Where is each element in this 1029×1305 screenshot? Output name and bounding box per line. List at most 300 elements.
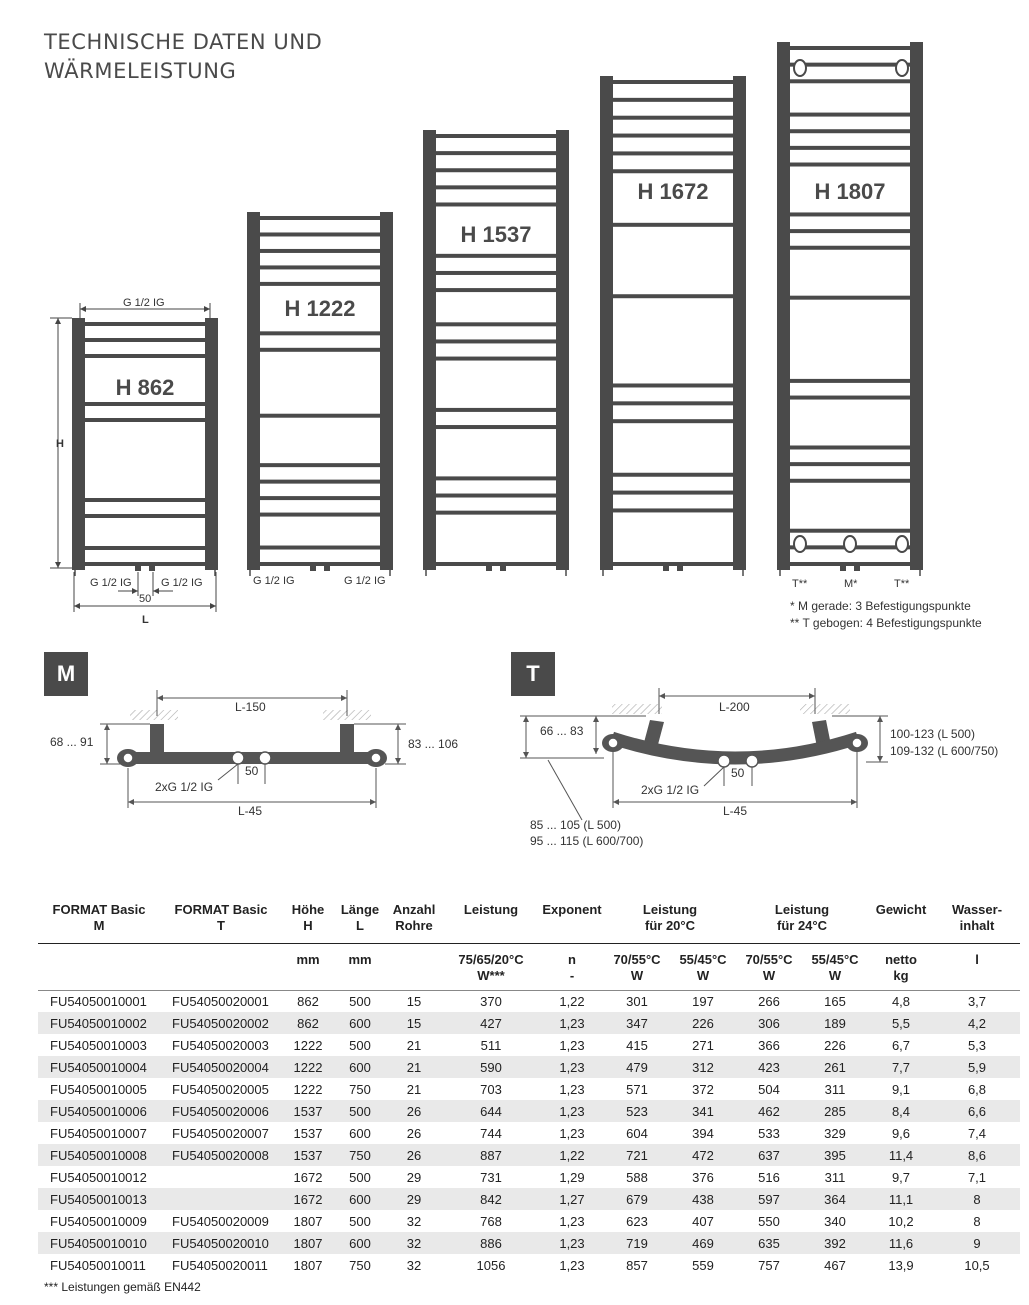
radiator-tube (790, 396, 910, 400)
technical-data-table (38, 898, 1020, 1276)
radiator-tube (790, 146, 910, 150)
unit-height: mm (282, 943, 334, 990)
table-cell: 469 (670, 1232, 736, 1254)
fixing-point (896, 60, 908, 76)
table-cell: 32 (406, 1257, 422, 1273)
table-cell: 329 (824, 1125, 846, 1141)
table-row (38, 1122, 1020, 1144)
table-cell: 370 (480, 993, 502, 1009)
radiator-tube (260, 348, 380, 352)
table-cell: FU54050020011 (172, 1257, 268, 1273)
table-cell: FU54050010010 (38, 1232, 160, 1254)
radiator-right-post (380, 212, 393, 570)
radiator-h1537 (423, 130, 569, 576)
radiator-connection (663, 566, 669, 571)
table-cell: 1,23 (559, 1081, 585, 1097)
radiator-tube (436, 408, 556, 412)
table-cell: 644 (442, 1100, 540, 1122)
table-cell: 533 (758, 1125, 780, 1141)
t-right-label: T** (894, 578, 910, 590)
table-cell: 306 (736, 1012, 802, 1034)
table-cell: FU54050010007 (50, 1125, 147, 1141)
radiator-tube (436, 322, 556, 326)
table-cell: 1222 (293, 1081, 323, 1097)
fixing-point (794, 536, 806, 552)
table-cell: 1222 (293, 1037, 323, 1053)
radiator-tube (613, 116, 733, 120)
table-cell: 857 (626, 1257, 648, 1273)
table-cell: 395 (802, 1144, 868, 1166)
table-row (38, 1232, 1020, 1254)
table-cell: 1,23 (559, 1125, 585, 1141)
table-cell: FU54050010013 (38, 1188, 160, 1210)
table-cell: 500 (349, 1169, 371, 1185)
table-cell: FU54050020008 (160, 1144, 282, 1166)
table-cell: 1,29 (559, 1169, 585, 1185)
table-cell: 523 (604, 1100, 670, 1122)
radiator-tube (613, 98, 733, 102)
t-bottom-dimension: L-45 (723, 804, 748, 818)
radiator-tube (436, 562, 556, 566)
radiator-tube (790, 129, 910, 133)
radiator-tube (790, 479, 910, 483)
m-mid-label: M* (844, 578, 858, 590)
table-cell: 635 (736, 1232, 802, 1254)
table-cell: 504 (758, 1081, 780, 1097)
table-cell: 1,23 (559, 1037, 585, 1053)
radiator-tube (436, 357, 556, 361)
table-cell: 21 (406, 1081, 422, 1097)
radiator-tube (613, 491, 733, 495)
m-spacing-dimension: 50 (245, 764, 259, 778)
unit-20-7055: 70/55°C W (604, 943, 670, 990)
radiator-h1222 (247, 212, 393, 576)
table-cell: FU54050010003 (50, 1037, 147, 1053)
radiator-h1672 (600, 76, 746, 576)
table-cell: FU54050020009 (172, 1213, 269, 1229)
header-format-t: FORMAT Basic T (160, 898, 282, 943)
radiator-tube (85, 562, 205, 566)
table-cell: 366 (758, 1037, 780, 1053)
table-cell: 467 (824, 1257, 846, 1273)
radiator-tube (260, 232, 380, 236)
connection-spacing-label: 50 (139, 593, 152, 605)
radiator-tube (85, 514, 205, 518)
table-cell: 550 (758, 1213, 780, 1229)
t-right-dimension-1: 100-123 (L 500) (890, 727, 975, 741)
bottom-left-connection-label: G 1/2 IG (90, 577, 132, 589)
table-header-row (38, 898, 1020, 943)
radiator-connection (500, 566, 506, 571)
header-height: Höhe H (282, 898, 334, 943)
table-cell: 511 (480, 1037, 502, 1053)
radiator-h862 (72, 318, 218, 576)
table-cell: 261 (802, 1056, 868, 1078)
table-cell: FU54050020003 (172, 1037, 269, 1053)
table-cell: 6,8 (967, 1081, 987, 1097)
radiator-tube (436, 168, 556, 172)
m-left-dimension: 68 ... 91 (50, 735, 94, 749)
radiator-height-label: H 1807 (814, 179, 886, 204)
table-cell: 423 (736, 1056, 802, 1078)
radiator-tube (85, 402, 205, 406)
radiator-tube (85, 546, 205, 550)
table-cell: 571 (626, 1081, 648, 1097)
m-top-dimension: L-150 (235, 700, 266, 714)
radiator-tube (790, 229, 910, 233)
t-spacing-dimension: 50 (731, 766, 745, 780)
radiator-height-label: H 1672 (637, 179, 709, 204)
radiator-height-label: H 862 (115, 375, 175, 400)
table-cell: 415 (626, 1037, 648, 1053)
table-cell (160, 1188, 282, 1210)
table-cell: 21 (386, 1056, 442, 1078)
table-cell: 394 (692, 1125, 714, 1141)
radiator-tube (85, 338, 205, 342)
table-row (38, 1210, 1020, 1232)
top-connection-label: G 1/2 IG (123, 297, 165, 309)
table-cell: 26 (386, 1144, 442, 1166)
radiator-tube (436, 202, 556, 206)
table-cell: 165 (824, 993, 846, 1009)
table-cell: FU54050020002 (160, 1012, 282, 1034)
table-cell: 8 (973, 1213, 981, 1229)
table-cell: FU54050020005 (172, 1081, 269, 1097)
radiator-tube (790, 212, 910, 216)
table-cell: 1,22 (540, 1144, 604, 1166)
radiator-tube (790, 113, 910, 117)
mounting-t-diagram (520, 688, 998, 848)
table-cell: 500 (334, 1100, 386, 1122)
table-cell: 862 (297, 993, 319, 1009)
table-cell: 768 (480, 1213, 502, 1229)
table-cell: FU54050010009 (50, 1213, 147, 1229)
radiator-left-post (247, 212, 260, 570)
radiator-connection (677, 566, 683, 571)
radiator-tube (260, 546, 380, 550)
table-cell: 500 (349, 1037, 371, 1053)
table-cell: 341 (670, 1100, 736, 1122)
unit-exponent: n - (540, 943, 604, 990)
table-cell: 1,23 (540, 1056, 604, 1078)
table-cell: 11,6 (868, 1232, 934, 1254)
table-cell: 731 (480, 1169, 502, 1185)
table-cell: 757 (758, 1257, 780, 1273)
table-cell: 4,8 (891, 993, 911, 1009)
table-cell: 312 (670, 1056, 736, 1078)
table-cell: 887 (442, 1144, 540, 1166)
table-cell: 376 (692, 1169, 714, 1185)
radiator-tube (613, 80, 733, 84)
table-cell: 29 (406, 1169, 422, 1185)
radiator-tube (613, 419, 733, 423)
table-cell: 15 (386, 1012, 442, 1034)
table-cell: 719 (604, 1232, 670, 1254)
table-cell: 3,7 (967, 993, 987, 1009)
radiator-tube (260, 216, 380, 220)
table-cell: 721 (604, 1144, 670, 1166)
t-right-dimension-2: 109-132 (L 600/750) (890, 744, 999, 758)
table-row (38, 990, 1020, 1012)
table-cell: 590 (442, 1056, 540, 1078)
table-cell: 311 (824, 1169, 846, 1185)
table-cell: 8,6 (934, 1144, 1020, 1166)
table-cell: FU54050020007 (172, 1125, 269, 1141)
table-cell: 285 (802, 1100, 868, 1122)
table-cell: 29 (386, 1188, 442, 1210)
radiator-tube (436, 425, 556, 429)
radiator-tube (260, 513, 380, 517)
table-cell: 6,7 (891, 1037, 911, 1053)
length-label: L (142, 614, 149, 626)
radiator-height-label: H 1537 (460, 222, 532, 247)
table-cell: 21 (406, 1037, 422, 1053)
radiator-right-post (910, 42, 923, 570)
table-cell: 744 (480, 1125, 502, 1141)
table-cell: 11,1 (868, 1188, 934, 1210)
unit-weight: netto kg (868, 943, 934, 990)
fix-note-t: ** T gebogen: 4 Befestigungspunkte (790, 616, 982, 630)
table-cell: 597 (736, 1188, 802, 1210)
table-cell: 364 (802, 1188, 868, 1210)
header-exponent: Exponent (540, 898, 604, 943)
radiator-tube (260, 496, 380, 500)
radiator-tube (790, 296, 910, 300)
radiator-tube (260, 562, 380, 566)
fixing-point (896, 536, 908, 552)
radiator-tube (260, 463, 380, 467)
radiator-tube (436, 271, 556, 275)
table-cell: 1537 (282, 1100, 334, 1122)
radiator-left-post (72, 318, 85, 570)
table-cell: FU54050010002 (38, 1012, 160, 1034)
table-cell: 1,23 (559, 1257, 585, 1273)
table-row (38, 1100, 1020, 1122)
table-cell: 479 (604, 1056, 670, 1078)
unit-24-5545: 55/45°C W (802, 943, 868, 990)
table-cell: 6,6 (934, 1100, 1020, 1122)
header-output-24: Leistung für 24°C (736, 898, 868, 943)
radiator-tube (790, 529, 910, 533)
table-units-row (38, 943, 1020, 990)
table-cell: 862 (282, 1012, 334, 1034)
table-cell: 347 (604, 1012, 670, 1034)
radiator-left-post (423, 130, 436, 570)
table-cell: 604 (626, 1125, 648, 1141)
table-cell: 9,6 (891, 1125, 911, 1141)
radiator-right-post (733, 76, 746, 570)
table-body (38, 990, 1020, 1276)
table-cell: 600 (334, 1232, 386, 1254)
table-cell: 600 (349, 1125, 371, 1141)
table-cell: 392 (802, 1232, 868, 1254)
radiator-tube (613, 562, 733, 566)
unit-20-5545: 55/45°C W (670, 943, 736, 990)
m-right-dimension: 83 ... 106 (408, 737, 459, 751)
radiator-tube (790, 63, 910, 67)
radiator-tube (613, 134, 733, 138)
radiator-tube (613, 294, 733, 298)
table-cell: 600 (334, 1012, 386, 1034)
radiator-tube (613, 473, 733, 477)
radiator-tube (436, 134, 556, 138)
table-cell: 600 (334, 1188, 386, 1210)
footnote: *** Leistungen gemäß EN442 (44, 1280, 201, 1294)
radiator-connection (324, 566, 330, 571)
header-length: Länge L (334, 898, 386, 943)
radiator-tube (790, 246, 910, 250)
table-cell: 7,1 (967, 1169, 987, 1185)
table-cell: 8,4 (868, 1100, 934, 1122)
radiator-left-post (777, 42, 790, 570)
table-cell: 559 (692, 1257, 714, 1273)
height-label: H (56, 438, 64, 450)
table-cell: 472 (670, 1144, 736, 1166)
radiator-tube (260, 282, 380, 286)
radiator-tube (613, 169, 733, 173)
radiator-tube (436, 494, 556, 498)
mounting-t-badge: T (511, 652, 555, 696)
table-row (38, 1144, 1020, 1166)
page-title-line-1: TECHNISCHE DATEN UND (44, 30, 323, 54)
radiator-h1807 (777, 42, 923, 576)
fixing-point (794, 60, 806, 76)
bottom-right-connection-label: G 1/2 IG (161, 577, 203, 589)
radiator-height-label: H 1222 (284, 296, 356, 321)
radiator-tube (85, 354, 205, 358)
radiator-connection (840, 566, 846, 571)
radiator-tube (613, 151, 733, 155)
table-cell: 1,23 (540, 1012, 604, 1034)
unit-water: l (934, 943, 1020, 990)
table-cell: 10,2 (888, 1213, 914, 1229)
radiator-tube (85, 498, 205, 502)
table-cell: 1056 (476, 1257, 506, 1273)
radiator-connection (486, 566, 492, 571)
table-cell: 26 (386, 1100, 442, 1122)
table-cell: 1,27 (540, 1188, 604, 1210)
radiator-tube (260, 331, 380, 335)
table-cell: 7,7 (868, 1056, 934, 1078)
page-title-line-2: WÄRMELEISTUNG (44, 59, 237, 83)
table-cell: FU54050010001 (50, 993, 147, 1009)
table-cell: 5,9 (934, 1056, 1020, 1078)
radiator-tube (613, 223, 733, 227)
table-cell: 1,23 (559, 1213, 585, 1229)
table-row (38, 1078, 1020, 1100)
table-cell: 11,4 (868, 1144, 934, 1166)
radiator-tube (436, 254, 556, 258)
table-cell: 1807 (293, 1257, 323, 1273)
radiator-tube (260, 265, 380, 269)
t-top-dimension: L-200 (719, 700, 750, 714)
table-cell: 600 (334, 1056, 386, 1078)
table-cell: 1807 (293, 1213, 323, 1229)
table-cell: 32 (406, 1213, 422, 1229)
table-cell: 266 (758, 993, 780, 1009)
table-cell: 372 (692, 1081, 714, 1097)
table-cell: FU54050020010 (160, 1232, 282, 1254)
radiator-tube (436, 339, 556, 343)
table-cell: FU54050010004 (38, 1056, 160, 1078)
table-cell: 637 (736, 1144, 802, 1166)
table-cell: 5,5 (868, 1012, 934, 1034)
table-cell: FU54050010008 (38, 1144, 160, 1166)
t-depth-dimension-2: 95 ... 115 (L 600/700) (530, 834, 644, 848)
radiator-tube (436, 185, 556, 189)
table-cell: 13,9 (888, 1257, 914, 1273)
radiator-tube (436, 476, 556, 480)
table-cell: 10,5 (964, 1257, 990, 1273)
t-depth-dimension-1: 85 ... 105 (L 500) (530, 818, 621, 832)
radiator-2-right-connection-label: G 1/2 IG (344, 575, 386, 587)
table-cell: 311 (824, 1081, 846, 1097)
unit-24-7055: 70/55°C W (736, 943, 802, 990)
table-row (38, 1012, 1020, 1034)
radiator-tube (260, 249, 380, 253)
table-cell: 427 (442, 1012, 540, 1034)
table-cell: 189 (802, 1012, 868, 1034)
table-cell: 301 (626, 993, 648, 1009)
table-cell: 1537 (293, 1125, 323, 1141)
radiator-connection (135, 566, 141, 571)
table-cell: 462 (736, 1100, 802, 1122)
m-bottom-dimension: L-45 (238, 804, 263, 818)
unit-output: 75/65/20°C W*** (442, 943, 540, 990)
table-cell: 26 (406, 1125, 422, 1141)
table-cell: 4,2 (934, 1012, 1020, 1034)
radiator-tube (790, 163, 910, 167)
table-cell: FU54050010005 (50, 1081, 147, 1097)
table-cell: 703 (480, 1081, 502, 1097)
table-cell: 588 (626, 1169, 648, 1185)
radiator-tube (790, 562, 910, 566)
radiator-left-post (600, 76, 613, 570)
radiator-tube (436, 151, 556, 155)
table-cell: 1537 (282, 1144, 334, 1166)
radiator-tube (436, 288, 556, 292)
radiator-tube (613, 508, 733, 512)
table-cell: 516 (758, 1169, 780, 1185)
table-cell: 679 (604, 1188, 670, 1210)
header-format-m: FORMAT Basic M (38, 898, 160, 943)
t-connection-label: 2xG 1/2 IG (641, 783, 700, 797)
radiator-drawings (0, 0, 1029, 640)
table-cell: FU54050020004 (160, 1056, 282, 1078)
table-cell: FU54050020001 (172, 993, 269, 1009)
table-cell: 407 (692, 1213, 714, 1229)
table-cell: 750 (334, 1144, 386, 1166)
table-cell: 500 (349, 993, 371, 1009)
header-water: Wasser- inhalt (934, 898, 1020, 943)
m-connection-label: 2xG 1/2 IG (155, 780, 214, 794)
radiator-tube (790, 79, 910, 83)
radiator-tube (613, 383, 733, 387)
header-output: Leistung (442, 898, 540, 943)
table-cell: 1807 (282, 1232, 334, 1254)
table-cell: 9 (934, 1232, 1020, 1254)
table-row (38, 1056, 1020, 1078)
mounting-m-badge: M (44, 652, 88, 696)
radiator-tube (85, 418, 205, 422)
radiator-connection (310, 566, 316, 571)
header-tubes: Anzahl Rohre (386, 898, 442, 943)
table-cell: 5,3 (967, 1037, 987, 1053)
header-weight: Gewicht (868, 898, 934, 943)
table-cell (160, 1166, 282, 1188)
table-cell: 886 (442, 1232, 540, 1254)
table-cell: 15 (406, 993, 422, 1009)
